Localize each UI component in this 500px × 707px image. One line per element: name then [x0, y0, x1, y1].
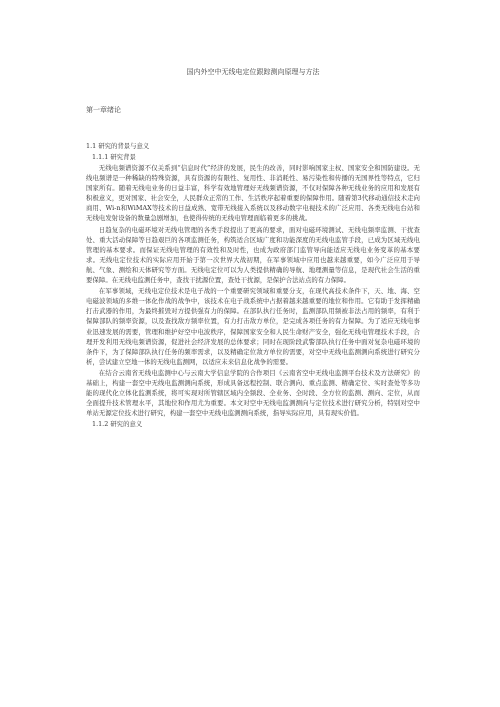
subsection-heading-background: 1.1.1 研究背景	[92, 153, 136, 161]
body-paragraph-2: 日趋复杂的电磁环境对无线电管理的各类手段提出了更高的要求，面对电磁环境测试、无线电频率监测、干扰查处、重大活动保障等日趋艰巨的各项监测任务，构筑适合区域广度和功能深度的无线电监管手段，已成为区域无线电管理的基本要求。而保证无线电管理的有效性和及时性，也成为政府部门监管导向能适应无线电业务变革的基本要求。无线电定位技术的实际应用开始于第一次世界大战初期，在军事领域中应用也越来越重要，如今广泛应用于导航、气象、测绘和天体研究等方面。无线电定位可以为人类提供精确的导航、地理测量等信息，是现代社会生活的重要保障。在无线电监测任务中，查找干扰源位置，查处干扰源，是保护合法站点的有力保障。	[86, 225, 420, 285]
chapter-heading: 第一章绪论	[86, 106, 121, 114]
section-heading: 1.1 研究的背景与意义	[86, 142, 150, 150]
document-title: 国内外空中无线电定位跟踪测向原理与方法	[186, 68, 320, 76]
document-page	[86, 68, 420, 430]
subsection-heading-significance: 1.1.2 研究的意义	[92, 420, 143, 429]
body-paragraph-3: 在军事领域，无线电定位技术是电子战的一个重要研究领域和重要分支，在现代高技术条件下，天、地、海、空电磁波领域的多维一体化作战的战争中，该技术在电子战系统中占据着越来越重要的地位和作用。它有助于发挥精确打击武器的作用，为最终摧毁对方提供强有力的保障。在部队执行任务时，监测部队用频被非法占用的频率，有利于保障部队的频率资源，以及查找敌方频率位置，有力打击敌方单位，是完成各项任务的有力保障。为了适应无线电事业迅速发展的需要，管理和维护好空中电波秩序，保障国家安全和人民生命财产安全，强化无线电管理技术手段，合理开发利用无线电频谱资源，促进社会经济发展的总体要求；同时在现阶段武警部队执行任务中面对复杂电磁环境的条件下，为了保障部队执行任务的频率需求，以及精确定位敌方单位的需要，对空中无线电监测测向系统进行研究分析，尝试建立空地一体的无线电监测网，以适应未来信息化战争的需要。	[86, 287, 420, 366]
body-paragraph-4: 在结合云南省无线电监测中心与云南大学信息学院的合作项目《云南省空中无线电监测平台技术及方法研究》的基础上，构建一套空中无线电监测测向系统，形成具备远程控制、联合测向、重点监测、精确定位、实时查处等多功能的现代化立体化监测系统，将可实现对所管辖区域内全频段、全业务、全时段、全方位的监测、测向、定位，从而全面提升技术管理水平，其地位和作用尤为重要。本文对空中无线电监测测向与定位技术进行研究分析，特别对空中单站无源定位技术进行研究，构建一套空中无线电监测测向系统，指导实际应用，具有现实价值。	[86, 368, 420, 418]
body-paragraph-1: 无线电频谱资源不仅关系到“信息时代”经济的发展，民生的改善，同时影响国家主权、国家安全和国防建设。无线电频谱是一种稀缺的特殊资源，具有资源的有限性、复用性、非消耗性、易污染性和传播的无国界性等特点，它归国家所有。随着无线电业务的日益丰富，科学有效地管理好无线频谱资源，不仅对保障各种无线业务的应用和发展有积极意义，更对国家、社会安全，人民群众正常的工作、生活秩序起着重要的保障作用。随着第3代移动通信技术走向商用、Wi-n和WiMAX等技术的日益成熟、宽带无线接入系统以及移动数字电视技术的广泛应用、各类无线电台站和无线电发射设备的数量急剧增加，也使得传统的无线电管理面临着更多的挑战。	[86, 164, 420, 223]
